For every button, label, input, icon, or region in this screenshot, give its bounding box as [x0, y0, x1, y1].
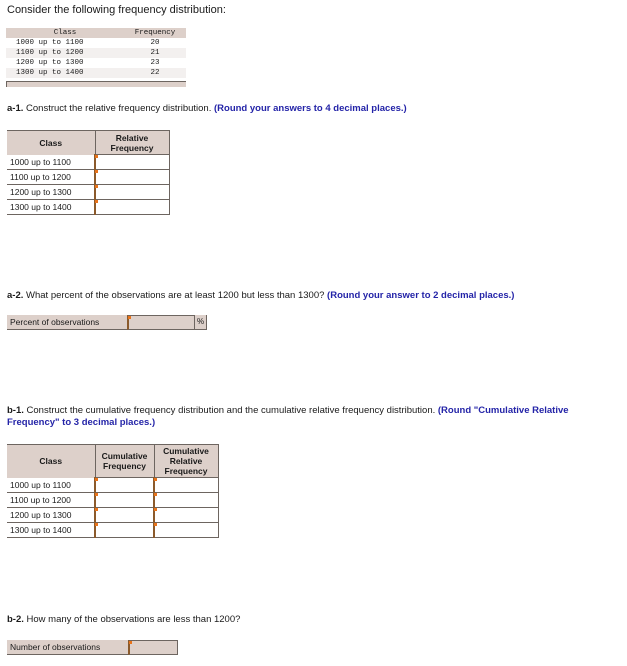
class-cell: 1100 up to 1200: [7, 170, 95, 185]
given-frequency-table: [6, 28, 186, 78]
question-b1: [7, 405, 569, 416]
table-row: [7, 185, 169, 200]
cumulative-relative-frequency-field-2[interactable]: [155, 493, 218, 507]
relative-frequency-field-3[interactable]: [96, 185, 169, 199]
relative-frequency-input-1[interactable]: [95, 155, 169, 170]
question-b2-label: b-2.: [7, 614, 24, 625]
table-row: [7, 170, 169, 185]
given-class: 1100 up to 1200: [6, 48, 124, 58]
class-cell: 1000 up to 1100: [7, 155, 95, 170]
cumulative-frequency-field-1[interactable]: [96, 478, 153, 492]
table-row: [7, 155, 169, 170]
cumulative-relative-frequency-input-3[interactable]: [154, 508, 218, 523]
cumulative-frequency-input-3[interactable]: [95, 508, 154, 523]
class-cell: 1200 up to 1300: [7, 508, 95, 523]
cumulative-relative-frequency-field-3[interactable]: [155, 508, 218, 522]
number-observations-label: Number of observations: [10, 642, 101, 652]
question-a2-hint: (Round your answer to 2 decimal places.): [327, 290, 515, 301]
relative-frequency-field-2[interactable]: [96, 170, 169, 184]
cumulative-relative-frequency-field-4[interactable]: [155, 523, 218, 537]
question-a2-text: What percent of the observations are at least 1200 but less than 1300?: [23, 290, 328, 301]
header-cumulative-frequency: [95, 445, 154, 478]
given-class: 1300 up to 1400: [6, 68, 124, 78]
table-row: [7, 200, 169, 215]
given-row: [6, 58, 186, 68]
relative-frequency-table: [7, 130, 170, 215]
question-b1-text: Construct the cumulative frequency distribution and the cumulative relative frequency distribution.: [23, 405, 438, 416]
relative-frequency-input-3[interactable]: [95, 185, 169, 200]
given-header-class: Class: [6, 28, 124, 38]
given-row: [6, 38, 186, 48]
number-observations-input[interactable]: [128, 640, 178, 655]
question-b1-hint-cont: Frequency" to 3 decimal places.): [7, 417, 156, 428]
question-a1-text: Construct the relative frequency distribution.: [23, 103, 214, 114]
question-a2-label: a-2.: [7, 290, 24, 301]
percent-observations-field[interactable]: [129, 316, 194, 329]
cumulative-relative-frequency-input-4[interactable]: [154, 523, 218, 538]
header-cumulative-relative-frequency: [154, 445, 218, 478]
cumulative-relative-frequency-field-1[interactable]: [155, 478, 218, 492]
given-class: 1200 up to 1300: [16, 59, 84, 67]
class-cell: 1200 up to 1300: [7, 185, 95, 200]
cumulative-frequency-input-4[interactable]: [95, 523, 154, 538]
cumulative-relative-frequency-input-2[interactable]: [154, 493, 218, 508]
given-header-frequency: Frequency: [124, 28, 186, 38]
relative-frequency-input-4[interactable]: [95, 200, 169, 215]
relative-frequency-field-1[interactable]: [96, 155, 169, 169]
number-observations-row: [7, 640, 178, 655]
cumulative-frequency-table: [7, 444, 219, 538]
given-frequency: 20: [150, 39, 160, 47]
relative-frequency-input-2[interactable]: [95, 170, 169, 185]
given-row: [6, 48, 186, 58]
header-class: Class: [7, 445, 95, 478]
given-class: 1000 up to 1100: [16, 39, 84, 47]
class-cell: 1100 up to 1200: [7, 493, 95, 508]
given-row: [6, 68, 186, 78]
number-observations-field[interactable]: [130, 641, 177, 654]
class-cell: 1300 up to 1400: [7, 200, 95, 215]
cumulative-frequency-field-3[interactable]: [96, 508, 153, 522]
question-b2-text: How many of the observations are less than 1200?: [23, 614, 241, 625]
question-b1-label: b-1.: [7, 405, 24, 416]
given-table-footer: [6, 81, 186, 87]
given-frequency: 21: [124, 48, 186, 58]
cumulative-frequency-field-4[interactable]: [96, 523, 153, 537]
header-line: Cumulative: [101, 451, 148, 461]
table-row: [7, 493, 218, 508]
cumulative-frequency-field-2[interactable]: [96, 493, 153, 507]
percent-unit: %: [195, 315, 207, 330]
percent-observations-row: [7, 315, 207, 330]
header-class: Class: [7, 131, 95, 155]
header-line: Frequency: [110, 142, 154, 153]
question-a1: [7, 103, 407, 114]
cumulative-frequency-input-1[interactable]: [95, 478, 154, 493]
given-frequency: 22: [124, 68, 186, 78]
given-frequency: 23: [150, 59, 160, 67]
percent-observations-label: Percent of observations: [10, 317, 100, 327]
header-line: Relative: [115, 132, 149, 143]
percent-observations-input[interactable]: [127, 315, 195, 330]
cumulative-relative-frequency-input-1[interactable]: [154, 478, 218, 493]
header-line: Relative: [169, 456, 203, 466]
table-row: [7, 508, 218, 523]
question-a1-hint: (Round your answers to 4 decimal places.): [214, 103, 407, 114]
header-relative-frequency: [95, 131, 169, 155]
question-b1-hint: (Round "Cumulative Relative: [437, 405, 569, 416]
relative-frequency-field-4[interactable]: [96, 200, 169, 214]
question-a1-label: a-1.: [7, 103, 24, 114]
cumulative-frequency-input-2[interactable]: [95, 493, 154, 508]
class-cell: 1000 up to 1100: [7, 478, 95, 493]
question-b2: [7, 614, 240, 625]
header-line: Frequency: [164, 466, 208, 476]
question-a2: [7, 290, 514, 301]
intro-text: Consider the following frequency distribution:: [7, 4, 226, 16]
header-line: Frequency: [103, 461, 146, 471]
table-row: [7, 523, 218, 538]
class-cell: 1300 up to 1400: [7, 523, 95, 538]
header-line: Cumulative: [163, 446, 209, 456]
table-row: [7, 478, 218, 493]
